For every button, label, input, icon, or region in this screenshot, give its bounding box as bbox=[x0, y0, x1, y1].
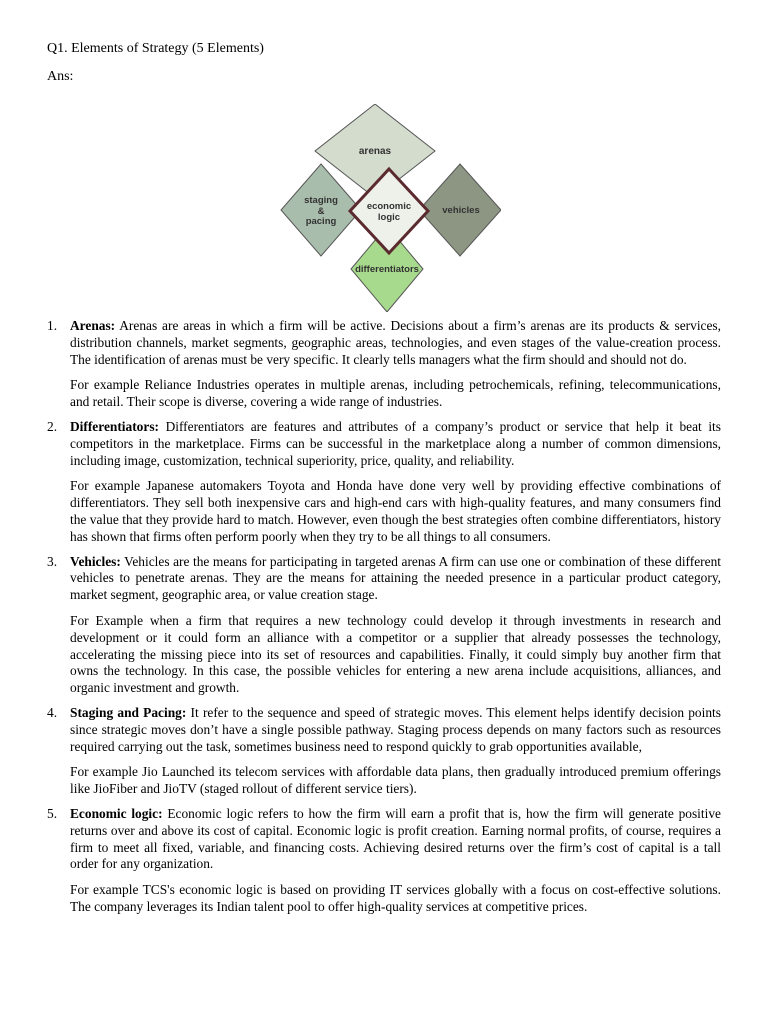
item-text: Economic logic refers to how the firm will earn a profit that is, how the firm will generate positive returns over and above its cost of capital. Economic logic is profit creation. Earning normal profits, of course, requires a firm to meet all fixed, variable, and financing costs. Achieving desired returns over the firm’s cost of capital is a tall order for any organization. bbox=[70, 805, 721, 872]
item-example: For example Japanese automakers Toyota and Honda have done very well by providing effective combinations of differentiators. They sell both inexpensive cars and high-end cars with high-quality features, and many consumers find the value that they provide hard to match. However, even though the best strategies often combine differentiators, history has shown that firms often perform poorly when they try to be all things to all consumers. bbox=[70, 478, 721, 544]
economic-logic-label-1: economic bbox=[366, 201, 412, 212]
item-number: 1. bbox=[47, 318, 58, 333]
vehicles-label: vehicles bbox=[442, 205, 480, 216]
item-term: Arenas: bbox=[70, 318, 116, 333]
staging-label-1: staging bbox=[304, 195, 338, 206]
item-number: 5. bbox=[47, 805, 58, 821]
list-item bbox=[47, 419, 721, 546]
item-example: For example Jio Launched its telecom services with affordable data plans, then gradually introduced premium offerings like JioFiber and JioTV (staged rollout of different service tiers). bbox=[70, 764, 721, 797]
item-text: Vehicles are the means for participating in targeted arenas A firm can use one or combination of these different vehicles to penetrate arenas. They are the means for attaining the needed presence in a particular product category, market segment, geographic area, or value creation stage. bbox=[70, 553, 721, 603]
item-term: Staging and Pacing: bbox=[70, 704, 187, 720]
item-definition bbox=[70, 318, 721, 368]
item-definition bbox=[70, 419, 721, 469]
item-example: For example Reliance Industries operates in multiple arenas, including petrochemicals, refining, telecommunications, and retail. Their scope is diverse, covering a wide range of industries. bbox=[70, 377, 721, 410]
item-example: For example TCS's economic logic is based on providing IT services globally with a focus on cost-effective solutions. The company leverages its Indian talent pool to offer high-quality services at competitive prices. bbox=[70, 882, 721, 914]
question-heading: Q1. Elements of Strategy (5 Elements) bbox=[47, 41, 264, 56]
staging-label-2: & bbox=[317, 206, 325, 217]
list-item bbox=[47, 318, 721, 411]
item-term: Economic logic: bbox=[70, 805, 163, 821]
item-definition bbox=[70, 705, 721, 755]
item-text: Differentiators are features and attributes of a company’s product or service that help it beat its competitors in the marketplace. Firms can be successful in the marketplace along a number of common dimensions, including image, customization, technical superiority, price, quality, and reliability. bbox=[70, 418, 721, 468]
staging-label-3: pacing bbox=[305, 216, 337, 227]
item-term: Vehicles: bbox=[70, 553, 121, 569]
item-term: Differentiators: bbox=[70, 418, 159, 434]
strategy-diamond-diagram bbox=[277, 104, 501, 312]
list-item bbox=[47, 806, 721, 916]
answer-label: Ans: bbox=[47, 69, 74, 84]
item-text: It refer to the sequence and speed of strategic moves. This element helps identify decision points since strategic moves don’t have a single possible pathway. Staging process depends on many factors such as resources required carrying out the task, sometimes business need to respond quickly to grab opportunities available, bbox=[70, 704, 721, 754]
item-definition bbox=[70, 806, 721, 873]
list-item bbox=[47, 554, 721, 697]
differentiators-label: differentiators bbox=[355, 264, 419, 275]
elements-list bbox=[47, 318, 721, 924]
item-definition bbox=[70, 554, 721, 604]
item-number: 4. bbox=[47, 704, 58, 720]
arenas-label: arenas bbox=[358, 146, 392, 157]
item-text: Arenas are areas in which a firm will be active. Decisions about a firm’s arenas are its products & services, distribution channels, market segments, geographic areas, technologies, and even stages of the value-creation process. The identification of arenas must be very specific. It clearly tells managers what the firm should and should not do. bbox=[70, 318, 721, 367]
item-example: For Example when a firm that requires a new technology could develop it through investments in research and development or it could form an alliance with a competitor or a supplier that already possesses the technology, accelerating the missing piece into its set of resources and capabilities. Finally, it could simply buy another firm that owns the technology. In this case, the possible vehicles for entering a new arena include acquisitions, alliances, and organic investment and growth. bbox=[70, 612, 721, 696]
item-number: 3. bbox=[47, 553, 58, 569]
list-item bbox=[47, 705, 721, 798]
economic-logic-label-2: logic bbox=[377, 212, 401, 223]
item-number: 2. bbox=[47, 418, 58, 434]
